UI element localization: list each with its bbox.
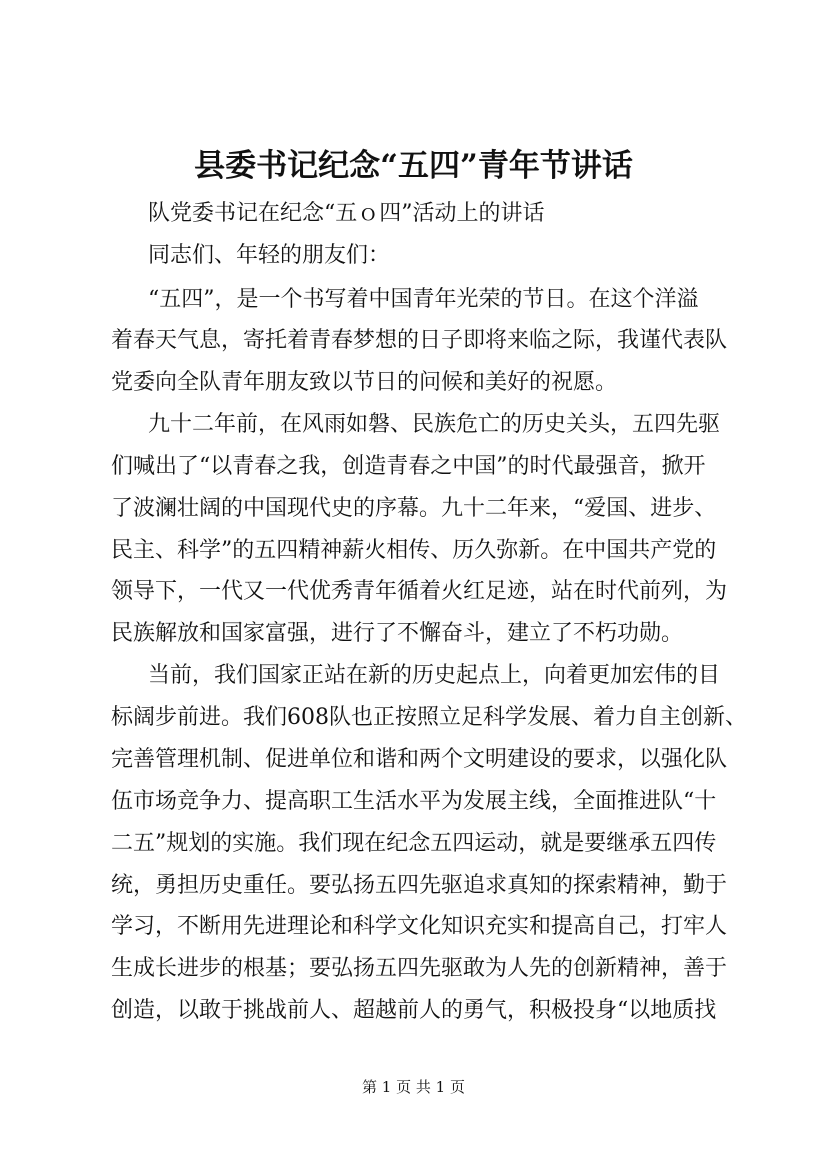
body-line: 伍市场竞争力、提高职工生活水平为发展主线，全面推进队“十 [111, 789, 717, 814]
body-line: 统，勇担历史重任。要弘扬五四先驱追求真知的探索精神，勤于 [111, 873, 728, 898]
body-line: 们喊出了“以青春之我，创造青春之中国”的时代最强音，掀开 [111, 454, 706, 479]
body-line: 着春天气息，寄托着青春梦想的日子即将来临之际，我谨代表队 [111, 328, 728, 353]
body-line: 创造，以敢于挑战前人、超越前人的勇气，积极投身“以地质找 [111, 998, 717, 1023]
body-line: 完善管理机制、促进单位和谐和两个文明建设的要求，以强化队 [111, 747, 728, 772]
body-line: 党委向全队青年朋友致以节日的问候和美好的祝愿。 [111, 370, 618, 395]
body-line: 队党委书记在纪念“五ｏ四”活动上的讲话 [148, 201, 545, 226]
document-title: 县委书记纪念“五四”青年节讲话 [194, 148, 633, 184]
page-number-footer: 第 1 页 共 1 页 [362, 1078, 465, 1096]
body-line: 标阔步前进。我们608队也正按照立足科学发展、着力自主创新、 [111, 705, 747, 730]
body-line: 民主、科学”的五四精神薪火相传、历久弥新。在中国共产党的 [111, 538, 717, 563]
body-line: 领导下，一代又一代优秀青年循着火红足迹，站在时代前列，为 [111, 579, 728, 604]
body-line: “五四”，是一个书写着中国青年光荣的节日。在这个洋溢 [148, 287, 699, 312]
body-line: 九十二年前，在风雨如磐、民族危亡的历史关头，五四先驱 [148, 412, 721, 437]
body-line: 学习，不断用先进理论和科学文化知识充实和提高自己，打牢人 [111, 914, 728, 939]
body-line: 当前，我们国家正站在新的历史起点上，向着更加宏伟的目 [148, 663, 721, 688]
body-line: 二五”规划的实施。我们现在纪念五四运动，就是要继承五四传 [111, 831, 717, 856]
body-line: 生成长进步的根基；要弘扬五四先驱敢为人先的创新精神，善于 [111, 956, 728, 981]
body-line: 了波澜壮阔的中国现代史的序幕。九十二年来，“爱国、进步、 [111, 496, 717, 521]
body-line: 同志们、年轻的朋友们： [148, 243, 391, 268]
body-line: 民族解放和国家富强，进行了不懈奋斗，建立了不朽功勋。 [111, 621, 684, 646]
